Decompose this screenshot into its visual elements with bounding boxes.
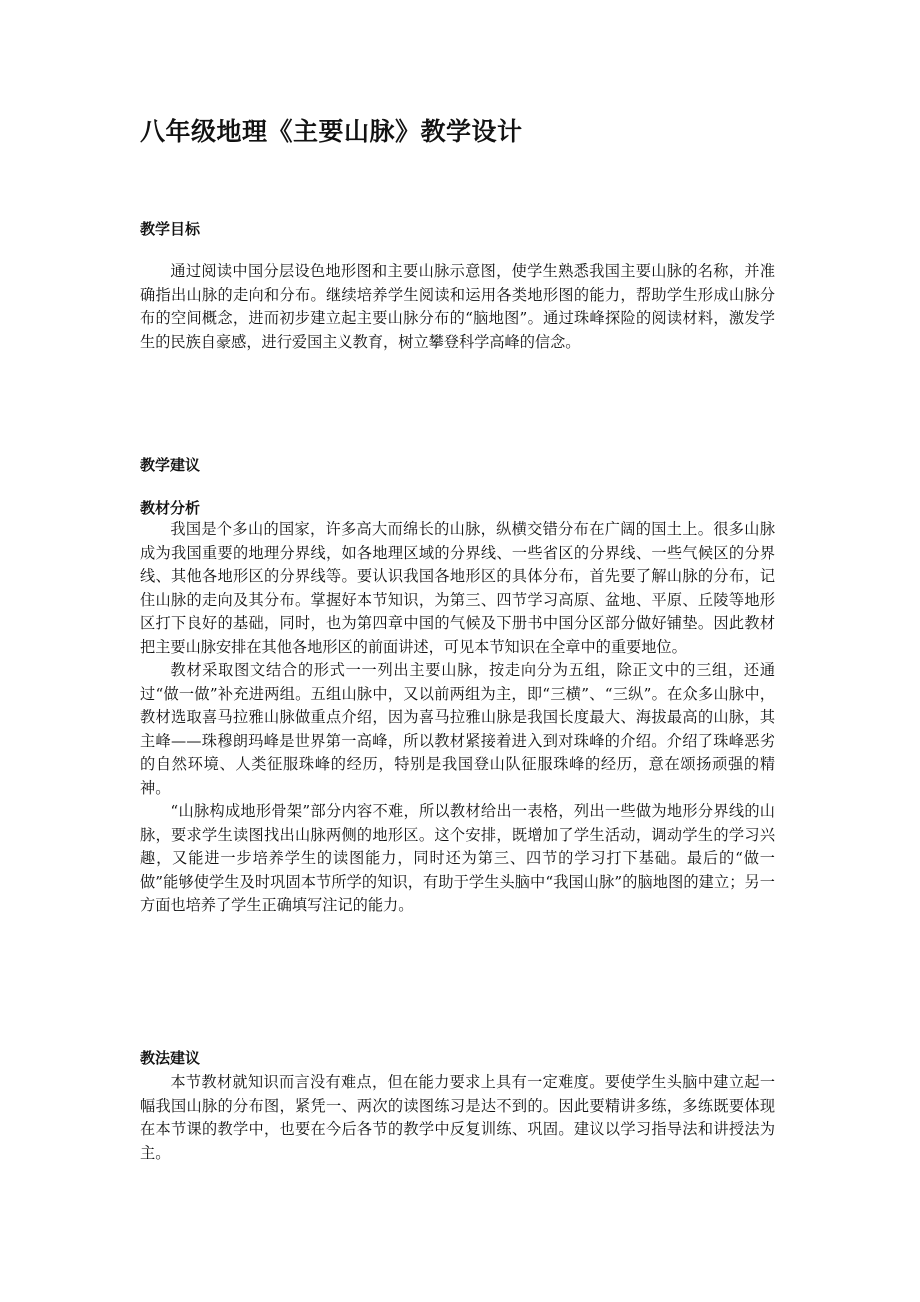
method-block xyxy=(140,1071,775,1165)
section-heading-suggestions: 教学建议 xyxy=(140,456,201,474)
textbook-paragraph-1: 我国是个多山的国家，许多高大而绵长的山脉，纵横交错分布在广阔的国土上。很多山脉成为我国重要的地理分界线，如各地理区域的分界线、一些省区的分界线、一些气候区的分界线、其他各地形区的分界线等。要认识我国各地形区的具体分布，首先要了解山脉的分布，记住山脉的走向及其分布。掌握好本节知识，为第三、四节学习高原、盆地、平原、丘陵等地形区打下良好的基础，同时，也为第四章中国的气候及下册书中国分区部分做好铺垫。因此教材把主要山脉安排在其他各地形区的前面讲述，可见本节知识在全章中的重要地位。 xyxy=(140,520,775,656)
textbook-paragraph-2: 教材采取图文结合的形式一一列出主要山脉，按走向分为五组，除正文中的三组，还通过“做一做”补充进两组。五组山脉中，又以前两组为主，即“三横”、“三纵”。在众多山脉中，教材选取喜马拉雅山脉做重点介绍，因为喜马拉雅山脉是我国长度最大、海拔最高的山脉，其主峰——珠穆朗玛峰是世界第一高峰，所以教材紧接着进入到对珠峰的介绍。介绍了珠峰恶劣的自然环境、人类征服珠峰的经历，特别是我国登山队征服珠峰的经历，意在颂扬顽强的精神。 xyxy=(140,661,775,797)
method-paragraph: 本节教材就知识而言没有难点，但在能力要求上具有一定难度。要使学生头脑中建立起一幅我国山脉的分布图，紧凭一、两次的读图练习是达不到的。因此要精讲多练，多练既要体现在本节课的教学中，也要在今后各节的教学中反复训练、巩固。建议以学习指导法和讲授法为主。 xyxy=(140,1073,775,1162)
textbook-paragraph-3: “山脉构成地形骨架”部分内容不难，所以教材给出一表格，列出一些做为地形分界线的山脉，要求学生读图找出山脉两侧的地形区。这个安排，既增加了学生活动，调动学生的学习兴趣，又能进一步培养学生的读图能力，同时还为第三、四节的学习打下基础。最后的“做一做”能够使学生及时巩固本节所学的知识，有助于学生头脑中“我国山脉”的脑地图的建立；另一方面也培养了学生正确填写注记的能力。 xyxy=(140,802,775,914)
section-heading-goals: 教学目标 xyxy=(140,220,201,238)
document-title: 八年级地理《主要山脉》教学设计 xyxy=(140,117,523,146)
goals-block xyxy=(140,260,775,354)
textbook-block xyxy=(140,518,775,918)
section-heading-textbook: 教材分析 xyxy=(140,499,201,517)
goals-paragraph: 通过阅读中国分层设色地形图和主要山脉示意图，使学生熟悉我国主要山脉的名称，并准确指出山脉的走向和分布。继续培养学生阅读和运用各类地形图的能力，帮助学生形成山脉分布的空间概念，进而初步建立起主要山脉分布的“脑地图”。通过珠峰探险的阅读材料，激发学生的民族自豪感，进行爱国主义教育，树立攀登科学高峰的信念。 xyxy=(140,262,775,351)
section-heading-method: 教法建议 xyxy=(140,1049,201,1067)
